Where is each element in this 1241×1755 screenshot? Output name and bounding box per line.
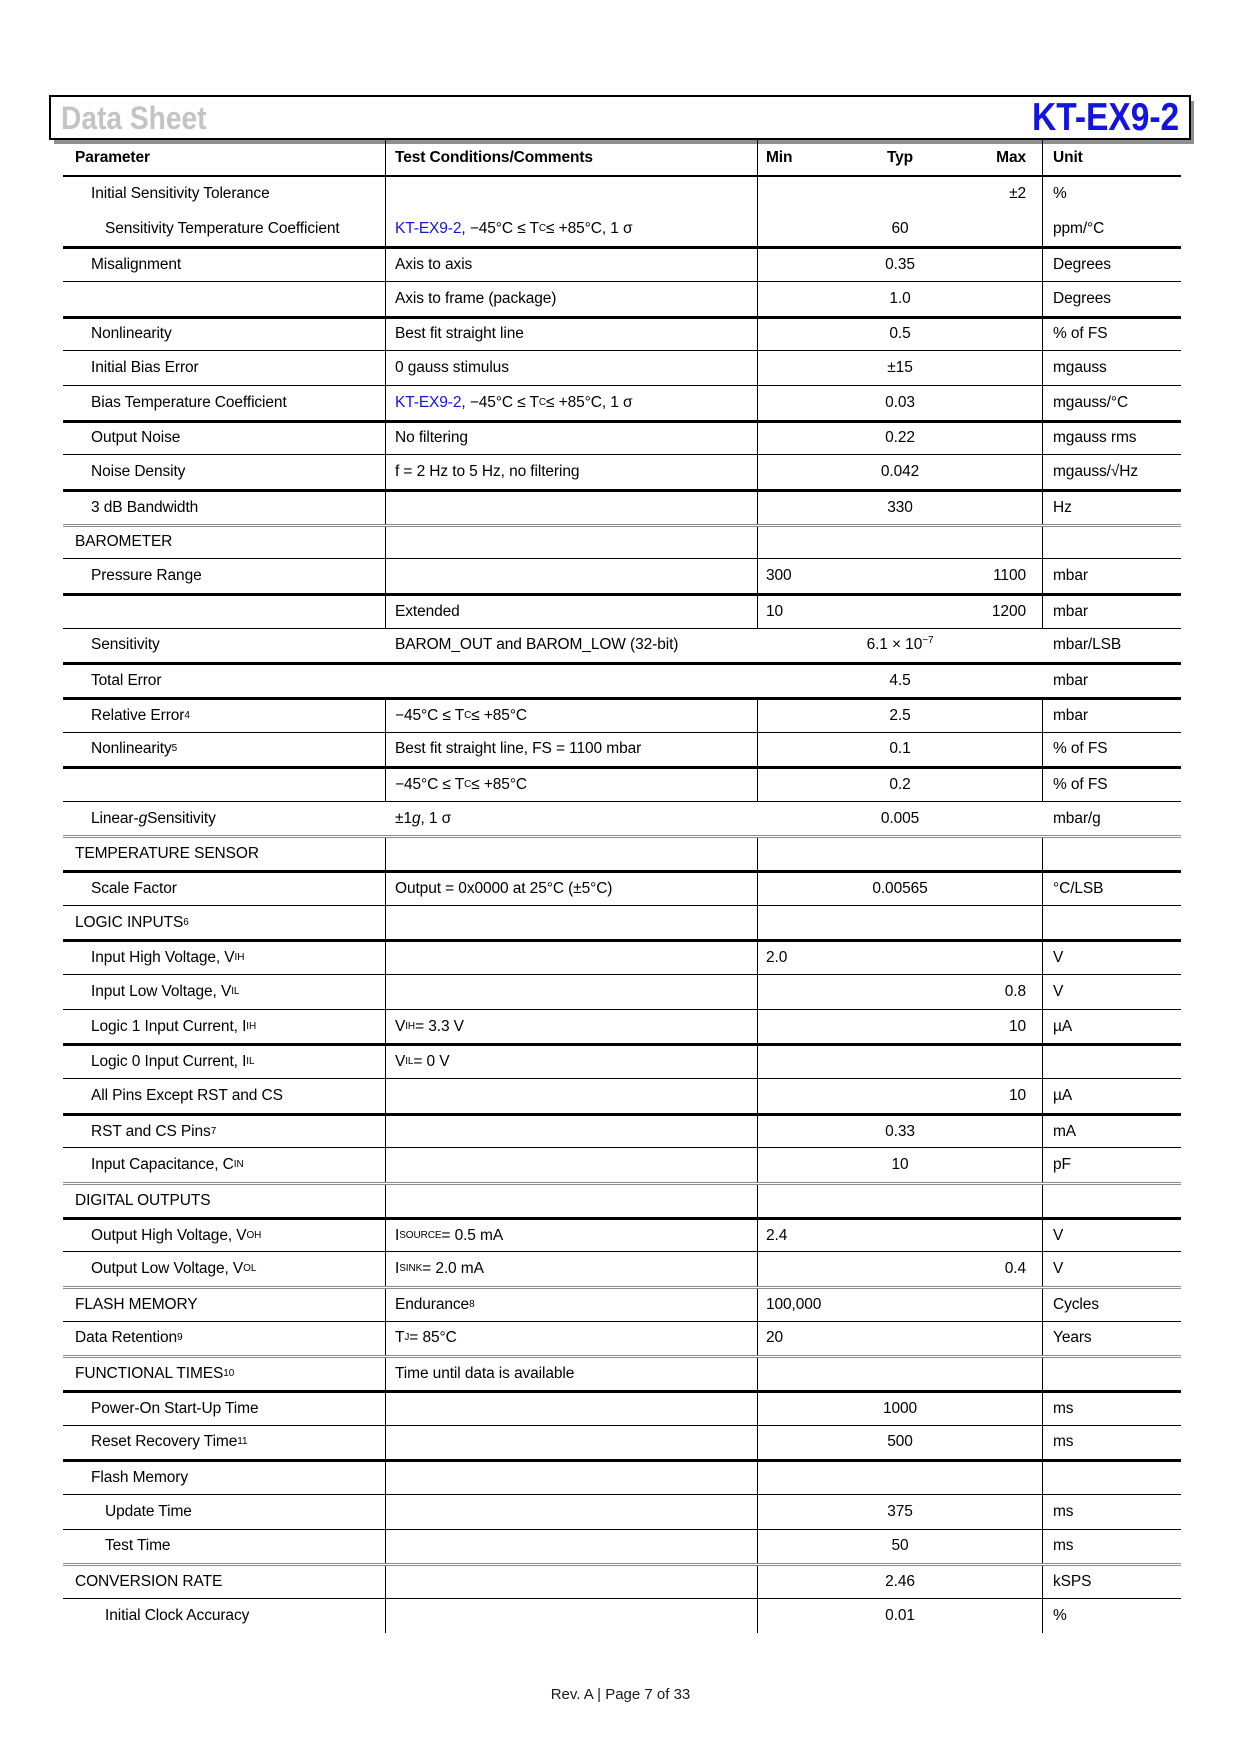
typ-value: 0.22 <box>885 429 915 447</box>
unit-cell: Cycles <box>1042 1289 1181 1321</box>
unit-cell <box>1042 838 1181 870</box>
min-typ-max-cell <box>757 1148 1042 1182</box>
conditions-cell: Output = 0x0000 at 25°C (±5°C) <box>385 873 757 905</box>
parameter-cell: Initial Clock Accuracy <box>105 1606 250 1624</box>
parameter-cell: Scale Factor <box>91 879 177 897</box>
column-header-unit: Unit <box>1042 140 1181 175</box>
conditions-cell <box>385 559 757 593</box>
min-typ-max-cell <box>757 1393 1042 1425</box>
section-label: LOGIC INPUTS 6 <box>75 913 189 931</box>
conditions-cell: Axis to frame (package) <box>385 282 757 316</box>
min-typ-max-cell <box>757 249 1042 281</box>
unit-cell: mgauss/√Hz <box>1042 455 1181 489</box>
conditions-cell <box>385 1566 757 1598</box>
conditions-cell: V IL = 0 V <box>385 1046 757 1078</box>
unit-cell: mbar <box>1053 672 1088 690</box>
spec-row <box>63 939 1181 974</box>
conditions-cell <box>385 975 757 1009</box>
max-value: 0.4 <box>1004 1260 1026 1278</box>
conditions-cell: V IH = 3.3 V <box>385 1010 757 1044</box>
column-header-typ: Typ <box>886 148 914 166</box>
spec-row <box>63 316 1181 351</box>
spec-row <box>63 246 1181 281</box>
section-row <box>63 1182 1181 1217</box>
unit-cell: % of FS <box>1042 733 1181 767</box>
unit-cell: mbar <box>1042 596 1181 628</box>
spec-row <box>63 1078 1181 1113</box>
min-value: 100,000 <box>766 1295 822 1313</box>
parameter-cell: Misalignment <box>91 256 182 274</box>
conditions-cell <box>385 492 757 524</box>
min-typ-max-cell <box>757 1252 1042 1286</box>
parameter-cell: Bias Temperature Coefficient <box>91 393 287 411</box>
parameter-cell: Input Capacitance, C IN <box>91 1156 244 1174</box>
section-label: DIGITAL OUTPUTS <box>75 1191 211 1209</box>
max-value: 10 <box>1008 1017 1026 1035</box>
column-header-conditions: Test Conditions/Comments <box>385 140 757 175</box>
min-typ-max-cell <box>757 1566 1042 1598</box>
conditions-cell: Best fit straight line <box>385 319 757 351</box>
min-typ-max-cell <box>757 1358 1042 1390</box>
spec-row <box>63 212 1181 247</box>
parameter-cell: Nonlinearity <box>91 325 172 343</box>
parameter-cell: Output High Voltage, V OH <box>91 1226 262 1244</box>
conditions-cell: Extended <box>385 596 757 628</box>
min-typ-max-cell <box>757 351 1042 385</box>
spec-row <box>63 558 1181 593</box>
typ-value: 0.35 <box>885 256 915 274</box>
typ-value: 500 <box>887 1433 913 1451</box>
unit-cell: ms <box>1042 1393 1181 1425</box>
unit-cell: V <box>1042 975 1181 1009</box>
conditions-cell: Axis to axis <box>385 249 757 281</box>
conditions-cell: −45°C ≤ T C ≤ +85°C <box>385 769 757 801</box>
unit-cell <box>1042 906 1181 940</box>
section-label: FLASH MEMORY <box>75 1295 198 1313</box>
unit-cell: mgauss rms <box>1042 423 1181 455</box>
spec-row <box>63 1217 1181 1252</box>
min-typ-max-cell <box>757 1010 1042 1044</box>
min-typ-max-cell <box>757 733 1042 767</box>
part-number: KT-EX9-2 <box>1031 96 1179 139</box>
column-header-parameter: Parameter <box>75 148 150 166</box>
unit-cell: % <box>1042 1599 1181 1633</box>
conditions-cell: I SINK = 2.0 mA <box>385 1252 757 1286</box>
unit-cell <box>1042 1358 1181 1390</box>
parameter-cell: Relative Error 4 <box>91 706 190 724</box>
conditions-cell <box>385 1426 757 1460</box>
parameter-cell: Total Error <box>91 672 162 690</box>
typ-value: 375 <box>887 1502 913 1520</box>
conditions-cell: Time until data is available <box>385 1358 757 1390</box>
spec-table <box>63 140 1181 1633</box>
unit-cell <box>1042 1185 1181 1217</box>
min-typ-max-cell <box>757 1116 1042 1148</box>
parameter-cell <box>63 596 385 628</box>
parameter-cell: Power-On Start-Up Time <box>91 1399 259 1417</box>
section-row <box>63 905 1181 940</box>
min-typ-max-cell <box>757 838 1042 870</box>
table-header-row <box>63 140 1181 177</box>
parameter-cell: Noise Density <box>91 463 186 481</box>
conditions-cell: No filtering <box>385 423 757 455</box>
section-row <box>63 1563 1181 1598</box>
parameter-cell: Update Time <box>105 1502 192 1520</box>
min-value: 2.4 <box>766 1226 788 1244</box>
conditions-cell: BAROM_OUT and BAROM_LOW (32-bit) <box>395 636 679 654</box>
column-header-min: Min <box>766 148 793 166</box>
min-typ-max-cell <box>757 975 1042 1009</box>
min-typ-max-cell <box>757 319 1042 351</box>
conditions-cell <box>385 1079 757 1113</box>
max-value: 0.8 <box>1004 982 1026 1000</box>
typ-value: 0.01 <box>885 1606 915 1624</box>
conditions-cell: Best fit straight line, FS = 1100 mbar <box>385 733 757 767</box>
parameter-cell: Test Time <box>105 1537 171 1555</box>
parameter-cell: Logic 1 Input Current, I IH <box>91 1017 257 1035</box>
parameter-cell: Nonlinearity 5 <box>91 740 178 758</box>
page-footer <box>0 1686 1241 1703</box>
conditions-cell <box>385 942 757 974</box>
min-value: 20 <box>766 1329 784 1347</box>
section-row <box>63 1286 1181 1321</box>
unit-cell: pF <box>1042 1148 1181 1182</box>
parameter-cell: RST and CS Pins 7 <box>91 1122 217 1140</box>
unit-cell <box>1042 1046 1181 1078</box>
min-typ-max-cell <box>757 1220 1042 1252</box>
section-row <box>63 524 1181 559</box>
min-typ-max-cell <box>757 282 1042 316</box>
unit-cell: mA <box>1042 1116 1181 1148</box>
typ-value: 0.005 <box>880 809 920 827</box>
part-number-link: KT-EX9-2 <box>395 393 462 411</box>
conditions-cell: −45°C ≤ T C ≤ +85°C <box>385 700 757 732</box>
min-typ-max-cell <box>757 769 1042 801</box>
max-value: ±2 <box>1009 185 1026 203</box>
typ-value: 10 <box>891 1156 909 1174</box>
typ-value: 50 <box>891 1537 909 1555</box>
spec-row <box>63 1390 1181 1425</box>
unit-cell <box>1042 1462 1181 1494</box>
unit-cell: Degrees <box>1042 249 1181 281</box>
unit-cell: °C/LSB <box>1042 873 1181 905</box>
section-row <box>63 835 1181 870</box>
max-value: 1200 <box>991 602 1026 620</box>
spec-row <box>63 420 1181 455</box>
unit-cell: mbar <box>1042 700 1181 732</box>
conditions-cell: 0 gauss stimulus <box>385 351 757 385</box>
column-header-max: Max <box>996 148 1026 166</box>
parameter-cell <box>63 769 385 801</box>
min-typ-max-cell <box>757 1322 1042 1356</box>
header-bar <box>49 95 1191 140</box>
conditions-cell: T J = 85°C <box>385 1322 757 1356</box>
min-typ-max-cell <box>757 559 1042 593</box>
conditions-cell <box>385 1116 757 1148</box>
unit-cell: mbar/g <box>1053 809 1101 827</box>
spec-row <box>63 974 1181 1009</box>
parameter-cell: Input High Voltage, V IH <box>91 949 245 967</box>
typ-value: 1.0 <box>889 289 911 307</box>
min-typ-max-cell <box>757 596 1042 628</box>
spec-row <box>63 697 1181 732</box>
parameter-cell: Linear- g Sensitivity <box>91 809 216 827</box>
min-typ-max-cell <box>757 1599 1042 1633</box>
typ-value: 4.5 <box>889 672 911 690</box>
conditions-cell <box>385 1495 757 1529</box>
conditions-cell <box>385 177 757 212</box>
spec-row <box>63 1043 1181 1078</box>
min-typ-max-cell <box>757 700 1042 732</box>
parameter-cell: Pressure Range <box>91 567 202 585</box>
section-row <box>63 1355 1181 1390</box>
min-typ-max-cell <box>757 177 1042 212</box>
min-typ-max-cell <box>757 1426 1042 1460</box>
spec-row <box>63 489 1181 524</box>
conditions-cell: KT-EX9-2 , −45°C ≤ T C ≤ +85°C, 1 σ <box>385 386 757 420</box>
typ-value: 0.00565 <box>872 879 928 897</box>
conditions-cell <box>385 1185 757 1217</box>
spec-row <box>63 662 1181 697</box>
parameter-cell: Output Low Voltage, V OL <box>91 1260 257 1278</box>
unit-cell: µA <box>1042 1010 1181 1044</box>
parameter-cell: 3 dB Bandwidth <box>91 498 199 516</box>
typ-value: 0.2 <box>889 775 911 793</box>
unit-cell: V <box>1042 1220 1181 1252</box>
unit-cell: % of FS <box>1042 769 1181 801</box>
conditions-cell: ±1 g , 1 σ <box>395 809 452 827</box>
min-typ-max-cell <box>757 802 1042 836</box>
spec-row <box>63 454 1181 489</box>
spec-row <box>63 281 1181 316</box>
typ-value: 0.5 <box>889 325 911 343</box>
typ-value: 2.46 <box>885 1573 915 1591</box>
typ-value: 0.042 <box>880 463 920 481</box>
unit-cell: mgauss <box>1042 351 1181 385</box>
typ-value: 0.33 <box>885 1122 915 1140</box>
table-body <box>63 177 1181 1633</box>
conditions-cell: KT-EX9-2 , −45°C ≤ T C ≤ +85°C, 1 σ <box>385 212 757 247</box>
section-label: FUNCTIONAL TIMES 10 <box>75 1365 235 1383</box>
spec-row <box>63 1598 1181 1633</box>
conditions-cell <box>385 1530 757 1564</box>
parameter-cell: Initial Bias Error <box>91 359 199 377</box>
min-typ-max-cell <box>757 665 1042 697</box>
min-typ-max-cell <box>757 212 1042 247</box>
min-typ-max-cell <box>757 492 1042 524</box>
min-typ-max-cell <box>757 455 1042 489</box>
doc-type-label: Data Sheet <box>61 99 207 136</box>
min-value: 300 <box>766 567 792 585</box>
unit-cell <box>1042 527 1181 559</box>
unit-cell: % <box>1042 177 1181 212</box>
spec-row <box>63 732 1181 767</box>
min-typ-max-cell <box>757 1462 1042 1494</box>
conditions-cell <box>385 906 757 940</box>
typ-value: 2.5 <box>889 706 911 724</box>
spec-row <box>63 628 1181 663</box>
spec-row <box>63 1147 1181 1182</box>
spec-row <box>63 1425 1181 1460</box>
min-value: 2.0 <box>766 949 788 967</box>
conditions-cell <box>385 1462 757 1494</box>
max-value: 10 <box>1008 1086 1026 1104</box>
unit-cell: Hz <box>1042 492 1181 524</box>
conditions-cell: f = 2 Hz to 5 Hz, no filtering <box>385 455 757 489</box>
parameter-cell: Sensitivity <box>91 636 160 654</box>
max-value: 1100 <box>993 567 1026 585</box>
conditions-cell <box>385 665 757 697</box>
min-typ-max-cell <box>757 1079 1042 1113</box>
typ-value: 0.1 <box>889 740 911 758</box>
spec-row <box>63 1251 1181 1286</box>
spec-row <box>63 766 1181 801</box>
unit-cell: % of FS <box>1042 319 1181 351</box>
min-typ-max-cell <box>757 1289 1042 1321</box>
section-label: CONVERSION RATE <box>75 1573 223 1591</box>
parameter-cell: Sensitivity Temperature Coefficient <box>105 219 340 237</box>
typ-value: 60 <box>891 219 909 237</box>
parameter-cell: Logic 0 Input Current, I IL <box>91 1053 255 1071</box>
parameter-cell: Input Low Voltage, V IL <box>91 982 240 1000</box>
conditions-cell: I SOURCE = 0.5 mA <box>385 1220 757 1252</box>
spec-row <box>63 1009 1181 1044</box>
conditions-cell <box>385 1393 757 1425</box>
min-typ-max-cell <box>757 386 1042 420</box>
unit-cell: Years <box>1042 1322 1181 1356</box>
spec-row <box>63 1529 1181 1564</box>
unit-cell: V <box>1042 942 1181 974</box>
min-typ-max-cell <box>757 1046 1042 1078</box>
spec-row <box>63 801 1181 836</box>
conditions-cell <box>385 838 757 870</box>
min-value: 10 <box>766 602 784 620</box>
min-typ-max-cell <box>757 1495 1042 1529</box>
spec-row <box>63 385 1181 420</box>
unit-cell: mbar <box>1042 559 1181 593</box>
min-typ-max-cell <box>757 873 1042 905</box>
unit-cell: Degrees <box>1042 282 1181 316</box>
spec-row <box>63 350 1181 385</box>
min-typ-max-cell <box>757 423 1042 455</box>
conditions-cell: Endurance 8 <box>385 1289 757 1321</box>
unit-cell: ms <box>1042 1495 1181 1529</box>
min-typ-max-cell <box>757 1185 1042 1217</box>
part-number-link: KT-EX9-2 <box>395 219 462 237</box>
min-typ-max-cell <box>757 942 1042 974</box>
spec-row <box>63 1494 1181 1529</box>
section-label: BAROMETER <box>75 533 173 551</box>
column-header-min-typ-max <box>757 140 1042 175</box>
typ-value: 1000 <box>882 1399 918 1417</box>
spec-row <box>63 1459 1181 1494</box>
spec-row <box>63 870 1181 905</box>
footer-text: Rev. A | Page 7 of 33 <box>550 1686 691 1703</box>
unit-cell: ms <box>1042 1426 1181 1460</box>
min-typ-max-cell <box>757 1530 1042 1564</box>
typ-value: $6.1 \times 10^{-7}$ <box>866 635 934 654</box>
parameter-cell: Reset Recovery Time 11 <box>91 1433 248 1451</box>
typ-value: 0.03 <box>885 393 915 411</box>
parameter-cell: Flash Memory <box>91 1469 188 1487</box>
parameter-cell: Output Noise <box>91 429 181 447</box>
parameter-cell: Initial Sensitivity Tolerance <box>91 185 270 203</box>
conditions-cell <box>385 527 757 559</box>
conditions-cell <box>385 1148 757 1182</box>
unit-cell: V <box>1042 1252 1181 1286</box>
spec-row <box>63 177 1181 212</box>
typ-value: ±15 <box>887 359 913 377</box>
parameter-cell: All Pins Except RST and CS <box>91 1086 283 1104</box>
min-typ-max-cell <box>757 527 1042 559</box>
unit-cell: mgauss/°C <box>1042 386 1181 420</box>
spec-row <box>63 593 1181 628</box>
unit-cell: µA <box>1042 1079 1181 1113</box>
section-label: Data Retention 9 <box>75 1329 183 1347</box>
unit-cell: ms <box>1042 1530 1181 1564</box>
unit-cell: kSPS <box>1042 1566 1181 1598</box>
parameter-cell <box>63 282 385 316</box>
min-typ-max-cell <box>757 906 1042 940</box>
section-label: TEMPERATURE SENSOR <box>75 845 259 863</box>
min-typ-max-cell <box>757 629 1042 663</box>
unit-cell: mbar/LSB <box>1053 636 1122 654</box>
section-row <box>63 1321 1181 1356</box>
spec-row <box>63 1113 1181 1148</box>
unit-cell: ppm/°C <box>1042 212 1181 247</box>
typ-value: 330 <box>887 498 913 516</box>
conditions-cell <box>385 1599 757 1633</box>
